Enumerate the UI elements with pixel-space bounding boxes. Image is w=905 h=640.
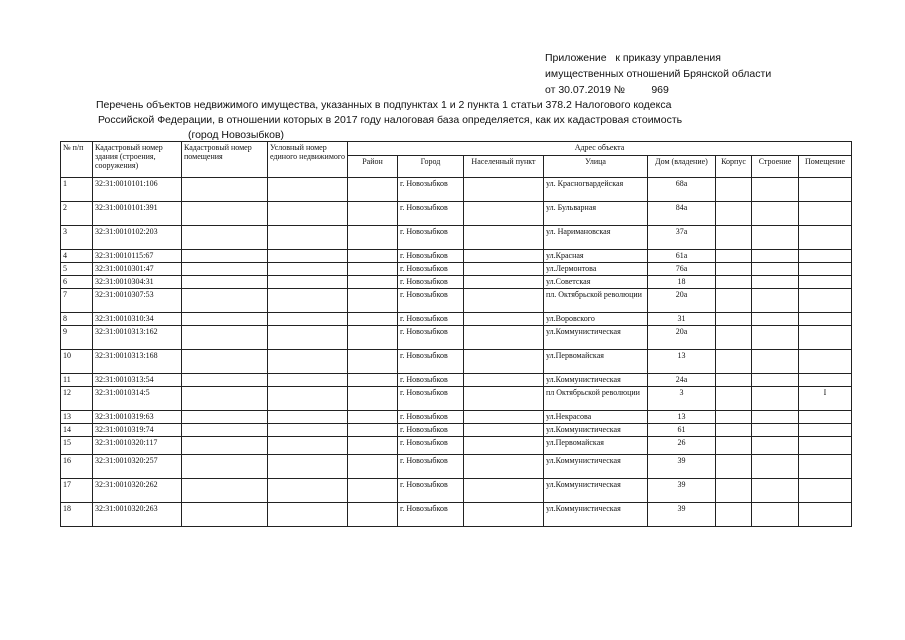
cell-building xyxy=(752,437,799,455)
order-appendix-header xyxy=(545,50,771,98)
cell-room xyxy=(799,503,852,527)
cell-street: ул.Красная xyxy=(544,250,648,263)
cell-city: г. Новозыбков xyxy=(398,226,464,250)
cell-settlement xyxy=(464,263,544,276)
cell-city: г. Новозыбков xyxy=(398,411,464,424)
cell-cad: 32:31:0010102:203 xyxy=(93,226,182,250)
cell-house: 39 xyxy=(648,503,716,527)
cell-city: г. Новозыбков xyxy=(398,313,464,326)
cell-num: 8 xyxy=(61,313,93,326)
col-header-settlement: Населенный пункт xyxy=(464,156,544,178)
cell-street: ул.Коммунистическая xyxy=(544,479,648,503)
cell-cad-room xyxy=(182,374,268,387)
cell-cad-room xyxy=(182,455,268,479)
cell-settlement xyxy=(464,250,544,263)
cell-cad: 32:31:0010320:257 xyxy=(93,455,182,479)
cell-city: г. Новозыбков xyxy=(398,424,464,437)
cell-building xyxy=(752,387,799,411)
cell-korpus xyxy=(716,202,752,226)
cell-cad: 32:31:0010307:53 xyxy=(93,289,182,313)
cell-building xyxy=(752,313,799,326)
cell-room xyxy=(799,479,852,503)
cell-korpus xyxy=(716,263,752,276)
cell-cad-room xyxy=(182,350,268,374)
cell-cond-num xyxy=(268,250,348,263)
cell-cond-num xyxy=(268,263,348,276)
cell-building xyxy=(752,411,799,424)
col-header-korpus: Корпус xyxy=(716,156,752,178)
cell-house: 31 xyxy=(648,313,716,326)
cell-room xyxy=(799,313,852,326)
table-row xyxy=(61,289,852,313)
cell-house: 61 xyxy=(648,424,716,437)
cell-num: 16 xyxy=(61,455,93,479)
table-row xyxy=(61,411,852,424)
cell-korpus xyxy=(716,326,752,350)
cell-district xyxy=(348,350,398,374)
cell-cond-num xyxy=(268,313,348,326)
cell-house: 18 xyxy=(648,276,716,289)
cell-korpus xyxy=(716,226,752,250)
cell-city: г. Новозыбков xyxy=(398,503,464,527)
col-header-cad-building: Кадастровый номер здания (строения, сооружения) xyxy=(93,142,182,178)
cell-cond-num xyxy=(268,226,348,250)
cell-num: 3 xyxy=(61,226,93,250)
cell-cad: 32:31:0010310:34 xyxy=(93,313,182,326)
cell-settlement xyxy=(464,455,544,479)
cell-district xyxy=(348,263,398,276)
col-header-street: Улица xyxy=(544,156,648,178)
cell-num: 10 xyxy=(61,350,93,374)
cell-korpus xyxy=(716,250,752,263)
cell-district xyxy=(348,387,398,411)
table-row xyxy=(61,437,852,455)
cell-street: ул.Первомайская xyxy=(544,437,648,455)
cell-room: I xyxy=(799,387,852,411)
cell-district xyxy=(348,503,398,527)
cell-house: 3 xyxy=(648,387,716,411)
cell-cond-num xyxy=(268,374,348,387)
cell-building xyxy=(752,350,799,374)
appendix-line-3: от 30.07.2019 № 969 xyxy=(545,84,669,96)
cell-street: пл Октябрьской революции xyxy=(544,387,648,411)
cell-cad: 32:31:0010101:106 xyxy=(93,178,182,202)
cell-cad: 32:31:0010101:391 xyxy=(93,202,182,226)
cell-cad-room xyxy=(182,479,268,503)
cell-house: 76а xyxy=(648,263,716,276)
appendix-line-1: Приложение к приказу управления xyxy=(545,52,721,64)
cell-num: 2 xyxy=(61,202,93,226)
cell-num: 13 xyxy=(61,411,93,424)
cell-street: ул.Коммунистическая xyxy=(544,374,648,387)
cell-cad-room xyxy=(182,276,268,289)
table-row xyxy=(61,374,852,387)
title-line-2: Российской Федерации, в отношении которых в 2017 году налоговая база определяется, как их кадастровая стоимость xyxy=(98,114,683,126)
table-row xyxy=(61,313,852,326)
cell-num: 11 xyxy=(61,374,93,387)
col-header-address: Адрес объекта xyxy=(348,142,852,156)
col-header-building: Строение xyxy=(752,156,799,178)
cell-room xyxy=(799,250,852,263)
cell-cond-num xyxy=(268,276,348,289)
cell-cad: 32:31:0010320:262 xyxy=(93,479,182,503)
cell-street: ул.Коммунистическая xyxy=(544,326,648,350)
cell-settlement xyxy=(464,178,544,202)
cell-room xyxy=(799,263,852,276)
cell-cad: 32:31:0010115:67 xyxy=(93,250,182,263)
cell-house: 61а xyxy=(648,250,716,263)
cell-district xyxy=(348,289,398,313)
cell-district xyxy=(348,374,398,387)
cell-korpus xyxy=(716,424,752,437)
cell-settlement xyxy=(464,289,544,313)
cell-korpus xyxy=(716,178,752,202)
cell-cad: 32:31:0010313:162 xyxy=(93,326,182,350)
cell-cond-num xyxy=(268,387,348,411)
cell-settlement xyxy=(464,276,544,289)
col-header-district: Район xyxy=(348,156,398,178)
cell-cad: 32:31:0010319:63 xyxy=(93,411,182,424)
cell-building xyxy=(752,202,799,226)
cell-street: ул.Первомайская xyxy=(544,350,648,374)
cell-cond-num xyxy=(268,326,348,350)
cell-street: ул.Коммунистическая xyxy=(544,455,648,479)
cell-house: 26 xyxy=(648,437,716,455)
cell-district xyxy=(348,455,398,479)
cell-street: ул.Лермонтова xyxy=(544,263,648,276)
cell-city: г. Новозыбков xyxy=(398,276,464,289)
cell-building xyxy=(752,374,799,387)
cell-street: ул.Воровского xyxy=(544,313,648,326)
cell-korpus xyxy=(716,387,752,411)
cell-street: ул.Коммунистическая xyxy=(544,424,648,437)
cell-house: 37а xyxy=(648,226,716,250)
cell-cond-num xyxy=(268,455,348,479)
col-header-house: Дом (владение) xyxy=(648,156,716,178)
cell-num: 5 xyxy=(61,263,93,276)
cell-house: 84а xyxy=(648,202,716,226)
cell-cond-num xyxy=(268,479,348,503)
cell-district xyxy=(348,424,398,437)
cell-house: 39 xyxy=(648,479,716,503)
cell-city: г. Новозыбков xyxy=(398,479,464,503)
cell-korpus xyxy=(716,374,752,387)
cell-room xyxy=(799,437,852,455)
cell-building xyxy=(752,479,799,503)
cell-street: ул. Наримановская xyxy=(544,226,648,250)
cell-cad: 32:31:0010320:117 xyxy=(93,437,182,455)
cell-street: ул.Коммунистическая xyxy=(544,503,648,527)
document-title xyxy=(96,98,682,143)
cell-room xyxy=(799,326,852,350)
cell-settlement xyxy=(464,411,544,424)
cell-cad-room xyxy=(182,437,268,455)
table-row xyxy=(61,178,852,202)
cell-korpus xyxy=(716,289,752,313)
cell-cad-room xyxy=(182,263,268,276)
cell-num: 12 xyxy=(61,387,93,411)
cell-settlement xyxy=(464,479,544,503)
register-rows xyxy=(61,178,852,527)
table-row xyxy=(61,455,852,479)
cell-room xyxy=(799,289,852,313)
cell-building xyxy=(752,178,799,202)
cell-district xyxy=(348,479,398,503)
cell-district xyxy=(348,178,398,202)
cell-building xyxy=(752,226,799,250)
cell-cad: 32:31:0010313:168 xyxy=(93,350,182,374)
cell-num: 15 xyxy=(61,437,93,455)
table-row xyxy=(61,424,852,437)
cell-cond-num xyxy=(268,437,348,455)
cell-cond-num xyxy=(268,503,348,527)
cell-house: 13 xyxy=(648,350,716,374)
cell-district xyxy=(348,202,398,226)
cell-cad-room xyxy=(182,411,268,424)
cell-city: г. Новозыбков xyxy=(398,289,464,313)
cell-district xyxy=(348,250,398,263)
cell-building xyxy=(752,276,799,289)
cell-settlement xyxy=(464,350,544,374)
cell-settlement xyxy=(464,313,544,326)
cell-house: 68а xyxy=(648,178,716,202)
cell-street: ул. Красногвардейская xyxy=(544,178,648,202)
cell-city: г. Новозыбков xyxy=(398,202,464,226)
cell-cad-room xyxy=(182,387,268,411)
cell-city: г. Новозыбков xyxy=(398,250,464,263)
cell-cad: 32:31:0010314:5 xyxy=(93,387,182,411)
cell-num: 4 xyxy=(61,250,93,263)
cell-cad: 32:31:0010304:31 xyxy=(93,276,182,289)
cell-room xyxy=(799,350,852,374)
cell-korpus xyxy=(716,276,752,289)
title-line-3: (город Новозыбков) xyxy=(188,129,285,141)
table-row xyxy=(61,263,852,276)
cell-num: 18 xyxy=(61,503,93,527)
cell-room xyxy=(799,455,852,479)
col-header-cad-room: Кадастровый номер помещения xyxy=(182,142,268,178)
cell-num: 6 xyxy=(61,276,93,289)
table-row xyxy=(61,326,852,350)
cell-cad: 32:31:0010320:263 xyxy=(93,503,182,527)
cell-street: пл. Октябрьской революции xyxy=(544,289,648,313)
cell-district xyxy=(348,437,398,455)
title-line-1: Перечень объектов недвижимого имущества, указанных в подпунктах 1 и 2 пункта 1 статьи 378.2 Налогового кодекса xyxy=(96,99,672,111)
cell-settlement xyxy=(464,424,544,437)
cell-korpus xyxy=(716,411,752,424)
cell-cond-num xyxy=(268,350,348,374)
cell-num: 1 xyxy=(61,178,93,202)
cell-district xyxy=(348,326,398,350)
table-row xyxy=(61,226,852,250)
cell-house: 20а xyxy=(648,326,716,350)
cell-settlement xyxy=(464,202,544,226)
cell-building xyxy=(752,250,799,263)
cell-room xyxy=(799,424,852,437)
cell-korpus xyxy=(716,455,752,479)
cell-street: ул. Бульварная xyxy=(544,202,648,226)
table-row xyxy=(61,350,852,374)
cell-building xyxy=(752,503,799,527)
col-header-num: № п/п xyxy=(61,142,93,178)
cell-street: ул.Некрасова xyxy=(544,411,648,424)
cell-room xyxy=(799,411,852,424)
cell-cad-room xyxy=(182,250,268,263)
cell-room xyxy=(799,178,852,202)
cell-house: 13 xyxy=(648,411,716,424)
cell-district xyxy=(348,226,398,250)
col-header-room: Помещение xyxy=(799,156,852,178)
cell-room xyxy=(799,374,852,387)
cell-cad-room xyxy=(182,313,268,326)
appendix-line-2: имущественных отношений Брянской области xyxy=(545,68,772,80)
table-row xyxy=(61,276,852,289)
cell-city: г. Новозыбков xyxy=(398,263,464,276)
cell-cad: 32:31:0010313:54 xyxy=(93,374,182,387)
cell-cad-room xyxy=(182,289,268,313)
cell-cad-room xyxy=(182,503,268,527)
cell-house: 24а xyxy=(648,374,716,387)
cell-city: г. Новозыбков xyxy=(398,387,464,411)
cell-cond-num xyxy=(268,424,348,437)
cell-korpus xyxy=(716,350,752,374)
cell-korpus xyxy=(716,313,752,326)
cell-district xyxy=(348,313,398,326)
cell-room xyxy=(799,276,852,289)
cell-korpus xyxy=(716,479,752,503)
cell-city: г. Новозыбков xyxy=(398,178,464,202)
table-row xyxy=(61,479,852,503)
cell-city: г. Новозыбков xyxy=(398,455,464,479)
cell-cad: 32:31:0010319:74 xyxy=(93,424,182,437)
cell-cad-room xyxy=(182,424,268,437)
cell-district xyxy=(348,411,398,424)
cell-korpus xyxy=(716,437,752,455)
cell-building xyxy=(752,289,799,313)
cell-city: г. Новозыбков xyxy=(398,374,464,387)
col-header-city: Город xyxy=(398,156,464,178)
cell-settlement xyxy=(464,374,544,387)
cell-building xyxy=(752,455,799,479)
cell-city: г. Новозыбков xyxy=(398,437,464,455)
cell-settlement xyxy=(464,387,544,411)
cell-cond-num xyxy=(268,411,348,424)
cell-cad: 32:31:0010301:47 xyxy=(93,263,182,276)
cell-settlement xyxy=(464,326,544,350)
table-row xyxy=(61,503,852,527)
property-register-table xyxy=(60,141,852,527)
cell-cad-room xyxy=(182,326,268,350)
cell-room xyxy=(799,202,852,226)
cell-city: г. Новозыбков xyxy=(398,326,464,350)
cell-settlement xyxy=(464,437,544,455)
table-row xyxy=(61,387,852,411)
cell-house: 20а xyxy=(648,289,716,313)
cell-num: 17 xyxy=(61,479,93,503)
cell-num: 14 xyxy=(61,424,93,437)
col-header-cond-num: Условный номер единого недвижимого xyxy=(268,142,348,178)
cell-district xyxy=(348,276,398,289)
table-row xyxy=(61,202,852,226)
cell-building xyxy=(752,263,799,276)
cell-settlement xyxy=(464,503,544,527)
cell-num: 9 xyxy=(61,326,93,350)
cell-cad-room xyxy=(182,178,268,202)
cell-building xyxy=(752,326,799,350)
cell-room xyxy=(799,226,852,250)
cell-cond-num xyxy=(268,289,348,313)
cell-street: ул.Советская xyxy=(544,276,648,289)
cell-num: 7 xyxy=(61,289,93,313)
cell-settlement xyxy=(464,226,544,250)
cell-cad-room xyxy=(182,226,268,250)
cell-cond-num xyxy=(268,178,348,202)
table-row xyxy=(61,250,852,263)
cell-cad-room xyxy=(182,202,268,226)
cell-building xyxy=(752,424,799,437)
cell-city: г. Новозыбков xyxy=(398,350,464,374)
cell-cond-num xyxy=(268,202,348,226)
cell-korpus xyxy=(716,503,752,527)
cell-house: 39 xyxy=(648,455,716,479)
